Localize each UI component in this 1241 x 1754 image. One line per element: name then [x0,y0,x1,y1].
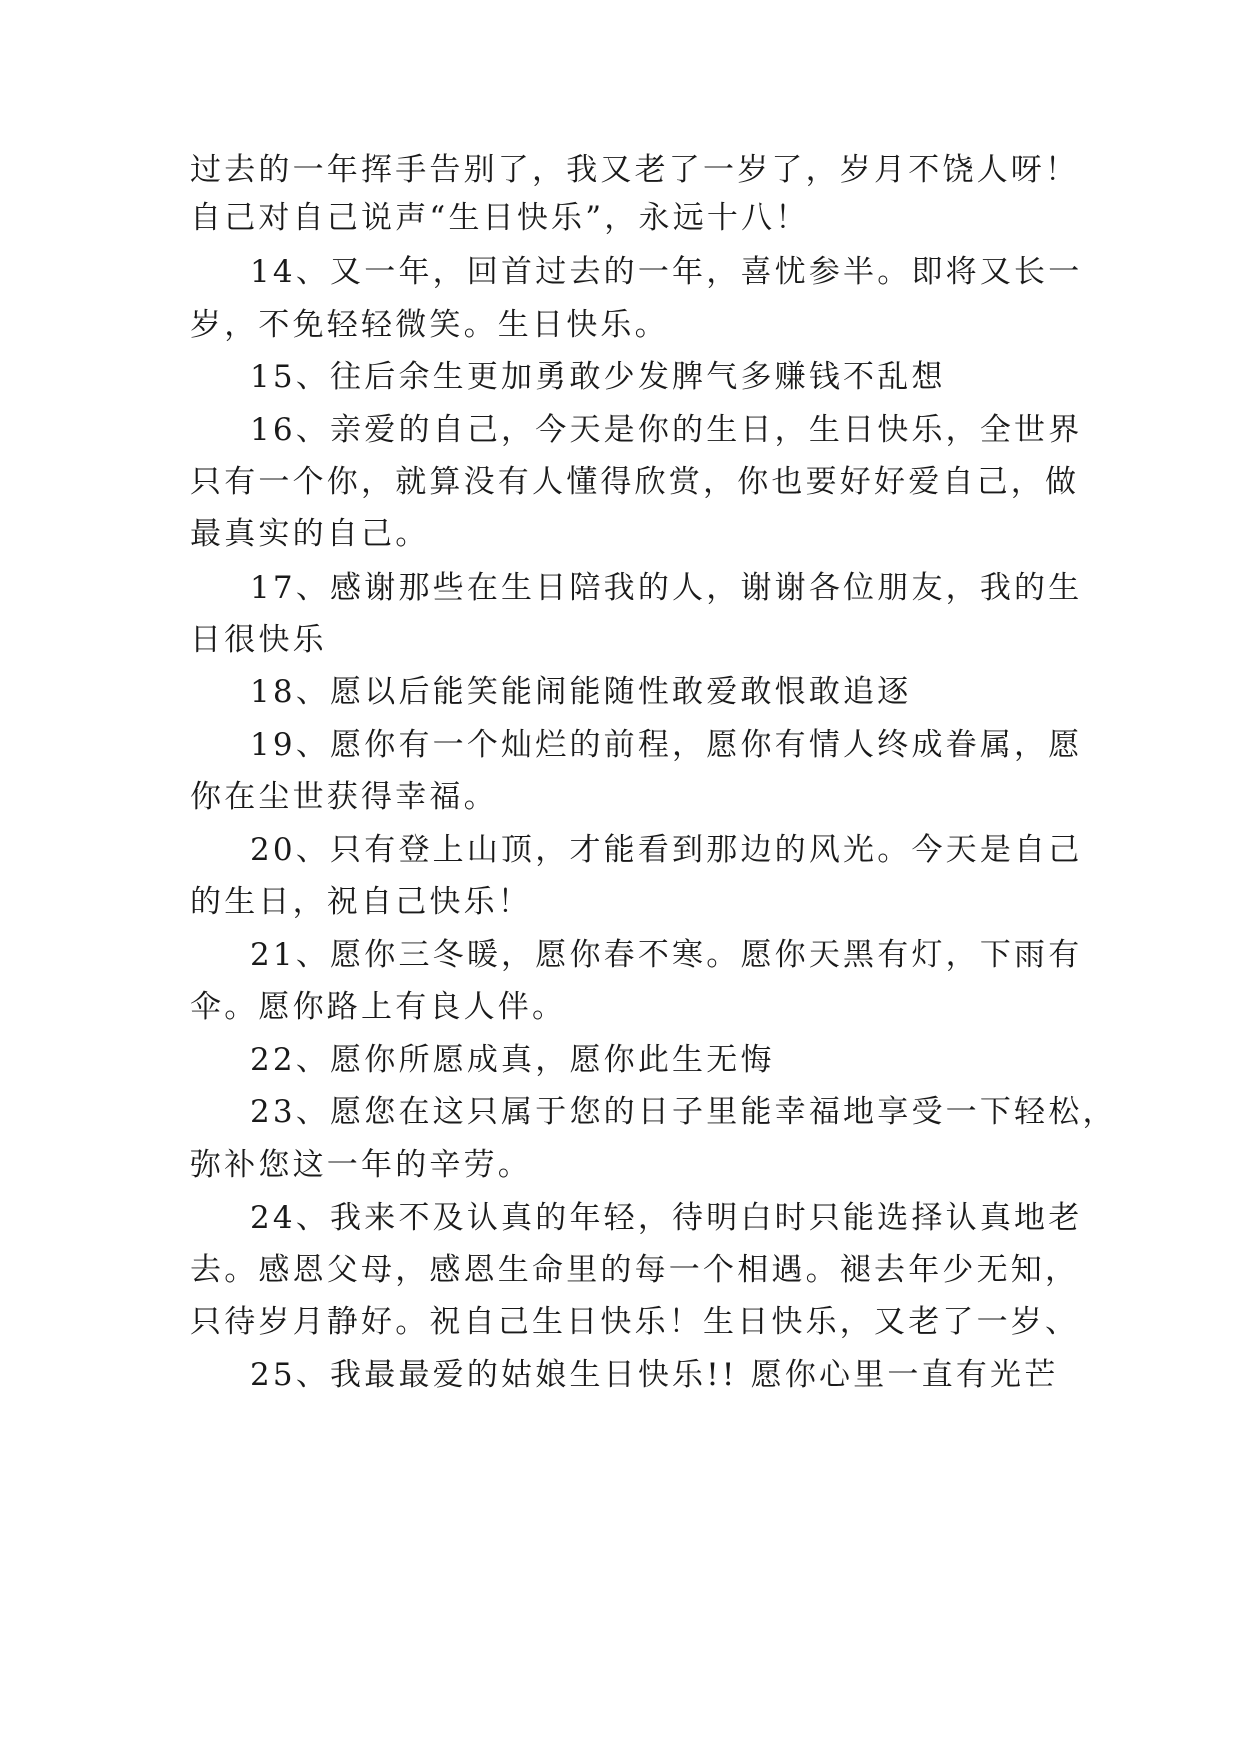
paragraph-21-line: 伞。愿你路上有良人伴。 [190,989,567,1025]
text-line: 自己对自己说声“生日快乐”，永远十八！ [190,200,810,236]
text-line: 过去的一年挥手告别了，我又老了一岁了，岁月不饶人呀！ [190,152,1080,188]
paragraph-21-line: 21、愿你三冬暖，愿你春不寒。愿你天黑有灯，下雨有 [250,937,1083,973]
paragraph-17-line: 17、感谢那些在生日陪我的人，谢谢各位朋友，我的生 [250,570,1083,606]
paragraph-16-line: 最真实的自己。 [190,516,430,552]
paragraph-20-line: 的生日，祝自己快乐！ [190,884,532,920]
paragraph-24-line: 只待岁月静好。祝自己生日快乐！生日快乐，又老了一岁、 [190,1304,1080,1340]
paragraph-18-line: 18、愿以后能笑能闹能随性敢爱敢恨敢追逐 [250,674,912,710]
paragraph-20-line: 20、只有登上山顶，才能看到那边的风光。今天是自己 [250,832,1083,868]
paragraph-23-line: 23、愿您在这只属于您的日子里能幸福地享受一下轻松， [250,1094,1117,1130]
paragraph-16-line: 只有一个你，就算没有人懂得欣赏，你也要好好爱自己，做 [190,464,1080,500]
paragraph-19-line: 19、愿你有一个灿烂的前程，愿你有情人终成眷属，愿 [250,727,1083,763]
paragraph-15-line: 15、往后余生更加勇敢少发脾气多赚钱不乱想 [250,359,946,395]
paragraph-23-line: 弥补您这一年的辛劳。 [190,1147,532,1183]
paragraph-19-line: 你在尘世获得幸福。 [190,779,498,815]
paragraph-22-line: 22、愿你所愿成真，愿你此生无悔 [250,1042,775,1078]
paragraph-24-line: 24、我来不及认真的年轻，待明白时只能选择认真地老 [250,1200,1083,1236]
paragraph-17-line: 日很快乐 [190,622,327,658]
paragraph-14-line: 14、又一年，回首过去的一年，喜忧参半。即将又长一 [250,254,1083,290]
paragraph-24-line: 去。感恩父母，感恩生命里的每一个相遇。褪去年少无知， [190,1252,1080,1288]
paragraph-16-line: 16、亲爱的自己，今天是你的生日，生日快乐，全世界 [250,412,1083,448]
paragraph-14-line: 岁，不免轻轻微笑。生日快乐。 [190,307,669,343]
paragraph-25-line: 25、我最最爱的姑娘生日快乐!! 愿你心里一直有光芒 [250,1357,1059,1393]
